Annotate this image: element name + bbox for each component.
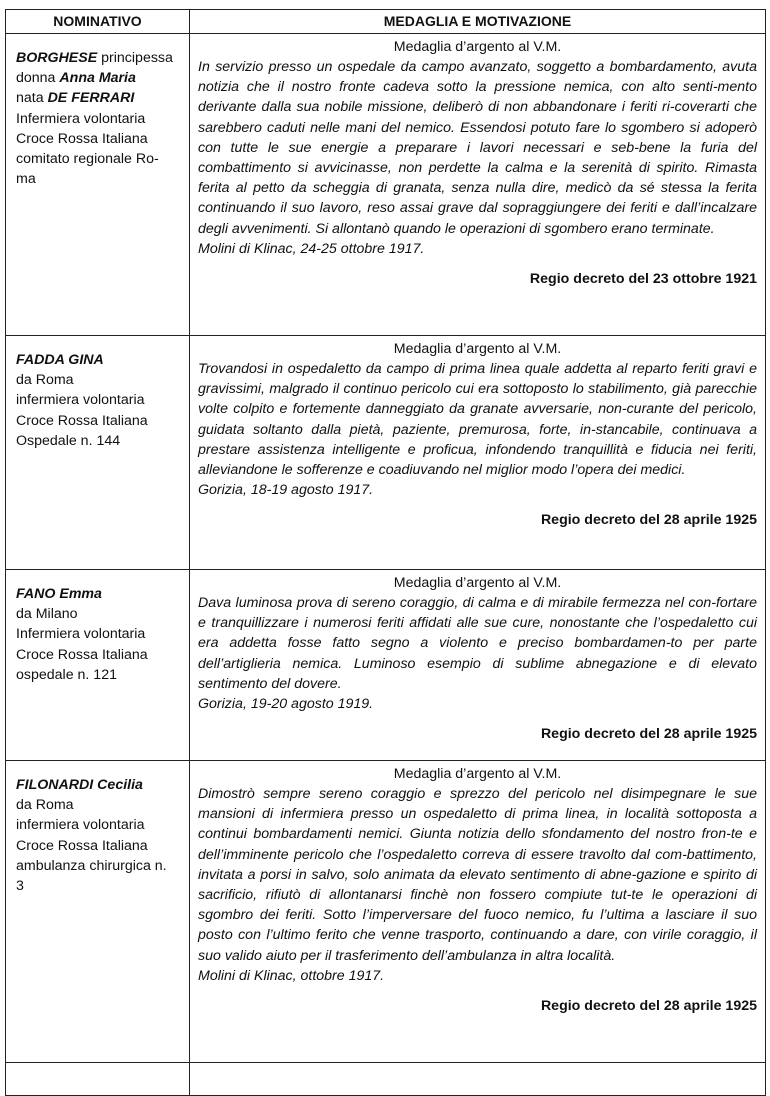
nominee-line — [16, 169, 185, 189]
nominee-detail: Ospedale n. 144 — [16, 432, 121, 449]
nominee-cell — [6, 34, 190, 336]
nominee-detail: ospedale n. 121 — [16, 666, 117, 683]
medal-title: Medaglia d’argento al V.M. — [393, 341, 562, 357]
medal-title: Medaglia d’argento al V.M. — [393, 575, 562, 591]
place-date: Gorizia, 18-19 agosto 1917. — [198, 482, 374, 499]
nominee-detail: Croce Rossa Italiana — [16, 130, 148, 147]
table-row — [6, 761, 766, 1063]
nominee-line — [16, 109, 185, 129]
nominee-cell — [6, 336, 190, 570]
medal-cell — [190, 34, 766, 336]
nominee-detail: principessa — [97, 50, 173, 66]
place-date: Molini di Klinac, ottobre 1917. — [198, 967, 385, 984]
header-medaglia-motivazione: MEDAGLIA E MOTIVAZIONE — [190, 10, 766, 34]
nominee-line — [16, 411, 185, 431]
nominee-line — [16, 795, 185, 815]
nominee-detail: infermiera volontaria — [16, 392, 145, 409]
nominee-detail: Infermiera volontaria — [16, 626, 146, 643]
nominee-cell — [6, 761, 190, 1063]
nominee-line — [16, 431, 185, 451]
nominee-detail: da Roma — [16, 797, 74, 814]
nominee-line — [16, 350, 185, 370]
nominee-detail: infermiera volontaria — [16, 817, 145, 834]
decorations-table — [5, 9, 766, 1096]
header-nominativo: NOMINATIVO — [6, 10, 190, 34]
royal-decree: Regio decreto del 28 aprile 1925 — [540, 726, 757, 743]
nominee-line — [16, 129, 185, 149]
nominee-line — [16, 584, 185, 604]
nominee-line — [16, 665, 185, 685]
nominee-detail: comitato regionale Ro- — [16, 151, 159, 168]
nominee-cell — [6, 570, 190, 761]
place-date: Molini di Klinac, 24-25 ottobre 1917. — [198, 240, 425, 257]
medal-cell — [190, 336, 766, 570]
nominee-detail: donna — [16, 70, 60, 87]
nominee-detail: 3 — [16, 878, 24, 895]
motivation-text: In servizio presso un ospedale da campo avanzato, soggetto a bombardamento, avuta notizia che il nostro fronte cadeva sotto la pressione nemica, con alto senti-mento derivante dalla sua nobile missione, deliberò di non abbandonare i feriti ri-coverarti che sarebbero caduti nelle mani del nemico. Essendosi potuto fare lo sgombero si adoperò con tutte le sue energie a preparare i lavori necessari e seb-bene la furia del combattimento si avvicinasse, non perdette la calma e la serenità di spirito. Rimasta ferita al petto da scheggia di granata, senza nulla dire, medicò da sé stessa la ferita continuando il suo lavoro, reso assai grave dal sopraggiungere dei feriti e dall’incalzare degli avvenimenti. Si allontanò quando le operazioni di sgombero erano terminate. — [198, 59, 757, 237]
motivation-text: Dava luminosa prova di sereno coraggio, di calma e di mirabile fermezza nel con-fortare e tranquillizzare i numerosi feriti affidati alle sue cure, nonostante che l’ospedaletto cui era addetta fosse fatto segno a violento e preciso bombardamen-to per parte dell’artiglieria nemica. Luminoso esempio di sublime abnegazione e di elevato sentimento del dovere. — [198, 595, 757, 692]
nominee-line — [16, 836, 185, 856]
medal-cell — [190, 761, 766, 1063]
empty-cell — [190, 1063, 766, 1096]
nominee-line — [16, 624, 185, 644]
table-row-partial — [6, 1063, 766, 1096]
nominee-detail: Croce Rossa Italiana — [16, 646, 148, 663]
nominee-name: FANO Emma — [16, 586, 102, 602]
table-row — [6, 336, 766, 570]
nominee-detail: nata — [16, 90, 48, 107]
medal-title: Medaglia d’argento al V.M. — [393, 39, 562, 55]
nominee-line — [16, 88, 185, 108]
nominee-line — [16, 390, 185, 410]
nominee-line — [16, 48, 185, 68]
royal-decree: Regio decreto del 23 ottobre 1921 — [529, 271, 757, 288]
nominee-line — [16, 775, 185, 795]
header-row — [6, 10, 766, 34]
empty-cell — [6, 1063, 190, 1096]
nominee-line — [16, 645, 185, 665]
nominee-line — [16, 370, 185, 390]
nominee-detail: Infermiera volontaria — [16, 110, 146, 127]
motivation-text: Trovandosi in ospedaletto da campo di prima linea quale addetta al reparto feriti gravi e gravissimi, malgrado il continuo pericolo cui era sottoposto lo stabilimento, già parecchie volte colpito e fortemente danneggiato da granate avversarie, non-curante del pericolo, guidata soltanto dalla pietà, paziente, premurosa, forte, in-stancabile, continuava a prestare assistenza intelligente e proficua, infondendo tranquillità e fiducia nei feriti, alleviandone le sofferenze e coadiuvando nel miglior modo l’opera dei medici. — [198, 361, 757, 479]
nominee-line — [16, 856, 185, 876]
royal-decree: Regio decreto del 28 aprile 1925 — [540, 512, 757, 529]
nominee-detail: ma — [16, 171, 36, 188]
nominee-detail: da Roma — [16, 372, 74, 389]
nominee-line — [16, 604, 185, 624]
place-date: Gorizia, 19-20 agosto 1919. — [198, 696, 374, 713]
nominee-detail: da Milano — [16, 606, 78, 623]
table-row — [6, 34, 766, 336]
nominee-name: Anna Maria — [59, 70, 136, 87]
nominee-name: DE FERRARI — [47, 90, 135, 107]
motivation-text: Dimostrò sempre sereno coraggio e sprezzo del pericolo nel disimpegnare le sue mansioni di infermiera presso un ospedaletto di prima linea, in località sottoposta a continui bombardamenti nemici. Giunta notizia dello sfondamento del nostro fron-te e dell’imminente pericolo che l’ospedaletto correva di essere travolto dal com-battimento, invitata a porsi in salvo, solo animata da elevato sentimento di abne-gazione e spirito di sacrificio, rifiutò di allontanarsi finchè non fossero compiute tut-te le operazioni di sgombro dei feriti. Sotto l’imperversare del fuoco nemico, fu l’ultima a lasciare il suo posto con l’ultimo ferito che venne trasporto, continuando a dare, con virile coraggio, il suo valido aiuto per il trasferimento dell’ambulanza in altra località. — [198, 786, 757, 964]
nominee-detail: Croce Rossa Italiana — [16, 837, 148, 854]
nominee-line — [16, 149, 185, 169]
table-row — [6, 570, 766, 761]
nominee-name: BORGHESE — [16, 50, 98, 66]
nominee-name: FILONARDI Cecilia — [16, 777, 143, 793]
nominee-line — [16, 815, 185, 835]
nominee-line — [16, 876, 185, 896]
medal-title: Medaglia d’argento al V.M. — [393, 766, 562, 782]
nominee-detail: Croce Rossa Italiana — [16, 412, 148, 429]
nominee-name: FADDA GINA — [16, 352, 104, 368]
nominee-detail: ambulanza chirurgica n. — [16, 857, 167, 874]
royal-decree: Regio decreto del 28 aprile 1925 — [540, 998, 757, 1015]
nominee-line — [16, 68, 185, 88]
medal-cell — [190, 570, 766, 761]
